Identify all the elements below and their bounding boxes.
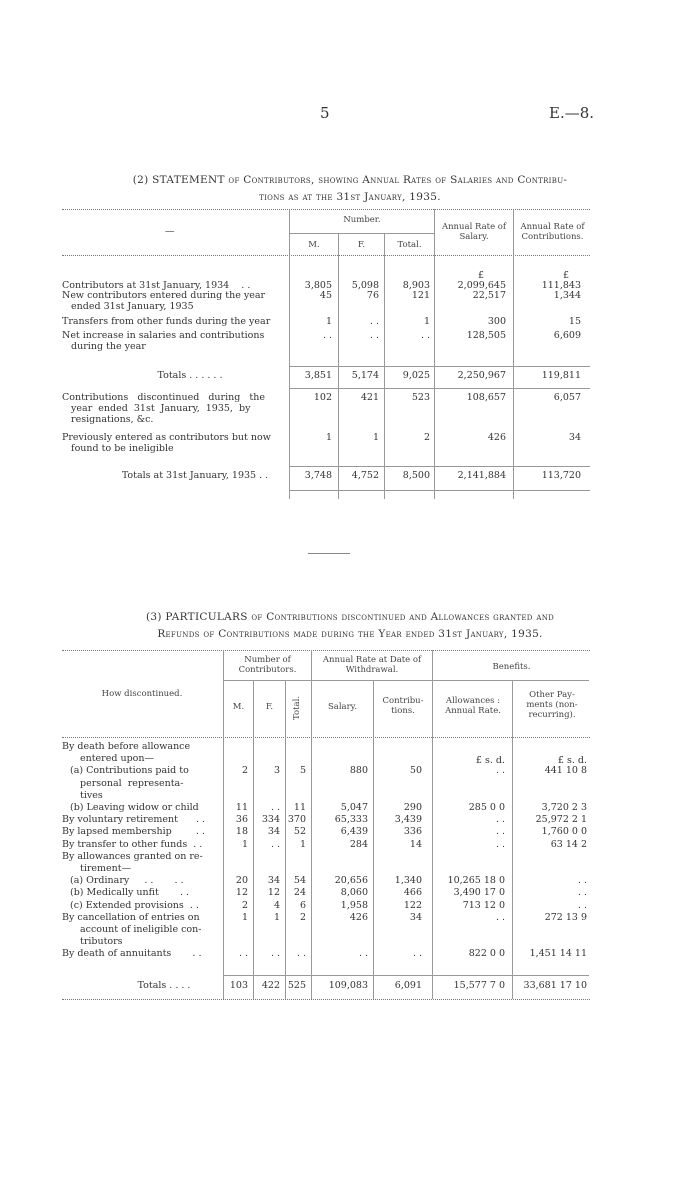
particulars-row-label: By cancellation of entries on: [62, 911, 200, 923]
statement-row-label: ended 31st January, 1935: [62, 301, 194, 312]
particulars-cell-f: 34: [267, 826, 280, 838]
statement-cell-s: 2,099,645: [457, 280, 506, 291]
statement-final-totals-label: Totals at 31st January, 1935 . .: [121, 470, 269, 481]
particulars-cell-t: 370: [287, 814, 306, 826]
particulars-cell-m: 1: [241, 911, 248, 923]
particulars-cell-s: 8,060: [340, 887, 368, 899]
particulars-cell-f: 1: [273, 911, 280, 923]
particulars-row-label: (c) Extended provisions . .: [70, 899, 199, 911]
statement-cell-m: . .: [322, 330, 332, 341]
particulars-totals-s: 109,083: [328, 980, 368, 991]
statement-totals-c: 119,811: [541, 370, 581, 381]
statement-final-totals-s: 2,141,884: [457, 470, 506, 481]
particulars-cell-c: 466: [403, 887, 422, 899]
particulars-cell-t: 54: [293, 875, 306, 887]
header-m: M.: [232, 702, 245, 712]
particulars-row-label: personal representa-: [80, 777, 184, 789]
statement-row-label: year ended 31st January, 1935, by: [62, 403, 251, 414]
statement-cell-t: 523: [411, 392, 430, 403]
statement-row-label: Previously entered as contributors but now: [62, 432, 271, 443]
particulars-row-label: (a) Ordinary . . . .: [70, 875, 184, 887]
statement-row-label: resignations, &c.: [62, 414, 154, 425]
statement-cell-s: 426: [487, 432, 506, 443]
header-other-payments: Other Pay- ments (non- recurring).: [526, 690, 578, 720]
statement-cell-s: 300: [487, 316, 506, 327]
particulars-cell-a: 3,490 17 0: [453, 887, 505, 899]
particulars-cell-c: 1,340: [394, 875, 422, 887]
particulars-cell-s: 6,439: [340, 826, 368, 838]
statement-cell-t: . .: [420, 330, 430, 341]
particulars-totals-o: 33,681 17 10: [523, 980, 587, 991]
particulars-cell-c: 34: [409, 911, 422, 923]
particulars-row-label: By transfer to other funds . .: [62, 838, 203, 850]
statement-cell-t: 1: [423, 316, 430, 327]
particulars-totals-c: 6,091: [394, 980, 422, 991]
particulars-row-label: account of ineligible con-: [80, 924, 202, 935]
particulars-cell-o: 25,972 2 1: [535, 814, 587, 826]
particulars-row-label: (b) Medically unfit . .: [70, 887, 190, 899]
particulars-cell-m: 2: [241, 765, 248, 777]
particulars-cell-c: 50: [409, 765, 422, 777]
particulars-cell-a: . .: [495, 826, 505, 838]
statement-cell-c: 111,843: [541, 280, 581, 291]
statement-final-totals-c: 113,720: [541, 470, 581, 481]
statement-cell-c: 6,057: [553, 392, 581, 403]
statement-cell-t: 2: [423, 432, 430, 443]
total-rule: [290, 388, 590, 389]
total-rule: [290, 466, 590, 467]
particulars-cell-t: 52: [293, 826, 306, 838]
statement-title-line2: tions as at the 31st January, 1935.: [259, 191, 441, 203]
particulars-cell-o: . .: [577, 899, 587, 911]
particulars-cell-a: . .: [495, 765, 505, 777]
statement-cell-s: 22,517: [472, 290, 506, 301]
statement-cell-m: 1: [325, 432, 332, 443]
particulars-cell-c: 122: [403, 899, 422, 911]
separator-rule: [308, 553, 350, 554]
particulars-cell-o: 3,720 2 3: [541, 802, 587, 813]
statement-cell-c: 1,344: [553, 290, 581, 301]
particulars-cell-s: 5,047: [340, 802, 368, 813]
particulars-cell-f: 3: [273, 765, 280, 777]
particulars-row-label: By allowances granted on re-: [62, 850, 203, 862]
particulars-row-label: By voluntary retirement . .: [62, 814, 206, 826]
particulars-cell-s: . .: [358, 948, 368, 960]
lsd-allowances: £ s. d.: [475, 755, 505, 766]
statement-title-prefix: (2) STATEMENT: [132, 174, 225, 186]
stub-dash: —: [165, 226, 175, 237]
particulars-cell-c: 336: [403, 826, 422, 838]
statement-cell-m: 3,805: [304, 280, 332, 291]
particulars-cell-m: 18: [235, 826, 248, 838]
statement-cell-t: 121: [411, 290, 430, 301]
particulars-cell-m: 36: [235, 814, 248, 826]
header-allowances: Allowances : Annual Rate.: [445, 696, 501, 716]
particulars-row-label: entered upon—: [80, 753, 154, 765]
particulars-cell-f: 12: [267, 887, 280, 899]
statement-cell-f: 5,098: [351, 280, 379, 291]
lsd-other: £ s. d.: [557, 755, 587, 766]
statement-cell-f: . .: [369, 316, 379, 327]
particulars-cell-a: 285 0 0: [468, 802, 505, 813]
particulars-cell-s: 426: [349, 911, 368, 923]
particulars-cell-s: 1,958: [340, 899, 368, 911]
statement-title-line1: of Contributors, showing Annual Rates of Salaries and Contribu-: [228, 174, 568, 186]
particulars-cell-f: . .: [270, 948, 280, 960]
statement-cell-m: 1: [325, 316, 332, 327]
header-f: F.: [265, 702, 274, 712]
particulars-cell-s: 880: [349, 765, 368, 777]
particulars-cell-f: . .: [270, 838, 280, 850]
particulars-cell-m: 12: [235, 887, 248, 899]
header-number: Number.: [343, 215, 381, 225]
particulars-row-label: tirement—: [80, 863, 132, 874]
particulars-title-prefix: (3) PARTICULARS: [145, 611, 248, 623]
particulars-cell-m: 2: [241, 899, 248, 911]
statement-totals-s: 2,250,967: [457, 370, 506, 381]
statement-cell-m: 45: [319, 290, 332, 301]
particulars-cell-m: 1: [241, 838, 248, 850]
statement-cell-c: 34: [568, 432, 581, 443]
particulars-cell-t: 5: [299, 765, 306, 777]
particulars-cell-f: 34: [267, 875, 280, 887]
particulars-cell-t: 1: [299, 838, 306, 850]
particulars-cell-a: . .: [495, 814, 505, 826]
particulars-cell-f: 4: [273, 899, 280, 911]
statement-row-label: found to be ineligible: [62, 443, 174, 454]
statement-row-label: Contributions discontinued during the: [62, 392, 265, 403]
header-f: F.: [357, 240, 366, 250]
particulars-row-label: tributors: [80, 936, 123, 948]
particulars-cell-m: 11: [235, 802, 248, 813]
particulars-cell-c: . .: [412, 948, 422, 960]
statement-row-label: Transfers from other funds during the year: [62, 316, 271, 327]
total-rule: [290, 366, 590, 367]
particulars-totals-m: 103: [229, 980, 248, 991]
total-rule: [290, 490, 590, 491]
particulars-row-label: By lapsed membership . .: [62, 826, 205, 838]
particulars-totals-f: 422: [261, 980, 280, 991]
header-total: Total.: [397, 240, 422, 250]
particulars-title: [60, 609, 640, 643]
statement-row-label: Contributors at 31st January, 1934 . .: [62, 280, 251, 291]
particulars-title-line1: of Contributions discontinued and Allowances granted and: [251, 611, 555, 623]
particulars-cell-o: . .: [577, 887, 587, 899]
particulars-cell-o: 1,760 0 0: [541, 826, 587, 838]
statement-cell-f: 421: [360, 392, 379, 403]
particulars-cell-t: . .: [296, 948, 306, 960]
particulars-row-label: By death before allowance: [62, 741, 191, 752]
currency-salary: £: [477, 270, 484, 281]
statement-cell-f: 1: [372, 432, 379, 443]
statement-cell-s: 128,505: [466, 330, 506, 341]
particulars-totals-label: Totals . . . .: [137, 980, 191, 991]
particulars-row-label: By death of annuitants . .: [62, 948, 202, 960]
particulars-cell-a: 822 0 0: [468, 948, 505, 960]
statement-cell-f: 76: [366, 290, 379, 301]
particulars-totals-t: 525: [287, 980, 306, 991]
statement-row-label: during the year: [62, 341, 146, 352]
statement-row-label: New contributors entered during the year: [62, 290, 266, 301]
header-benefits: Benefits.: [492, 662, 531, 672]
particulars-cell-t: 2: [299, 911, 306, 923]
particulars-cell-t: 11: [293, 802, 306, 813]
statement-title: [60, 172, 640, 206]
particulars-cell-o: 1,451 14 11: [529, 948, 587, 960]
statement-cell-m: 102: [313, 392, 332, 403]
particulars-cell-o: 272 13 9: [544, 911, 587, 923]
particulars-row-label: (a) Contributions paid to: [70, 765, 189, 777]
header-total: Total.: [292, 695, 302, 720]
header-number-contributors: Number of Contributors.: [238, 655, 297, 675]
currency-contrib: £: [562, 270, 569, 281]
particulars-cell-o: . .: [577, 875, 587, 887]
statement-cell-t: 8,903: [402, 280, 430, 291]
particulars-cell-s: 284: [349, 838, 368, 850]
particulars-cell-a: 10,265 18 0: [447, 875, 505, 887]
particulars-cell-o: 441 10 8: [544, 765, 587, 777]
particulars-cell-s: 65,333: [334, 814, 368, 826]
particulars-title-line2: Refunds of Contributions made during the Year ended 31st January, 1935.: [157, 628, 543, 640]
particulars-row-label: (b) Leaving widow or child: [70, 802, 199, 813]
statement-totals-label: Totals . . . . . .: [157, 370, 223, 381]
particulars-cell-c: 14: [409, 838, 422, 850]
statement-cell-f: . .: [369, 330, 379, 341]
header-annual-rate: Annual Rate at Date of Withdrawal.: [322, 655, 422, 675]
particulars-row-label: tives: [80, 789, 103, 801]
particulars-cell-f: 334: [261, 814, 280, 826]
statement-cell-c: 6,609: [553, 330, 581, 341]
statement-totals-t: 9,025: [402, 370, 430, 381]
page-number: 5: [320, 104, 330, 122]
particulars-cell-a: 713 12 0: [462, 899, 505, 911]
header-salary: Annual Rate of Salary.: [441, 222, 507, 242]
statement-final-totals-m: 3,748: [304, 470, 332, 481]
particulars-cell-o: 63 14 2: [550, 838, 587, 850]
particulars-cell-a: . .: [495, 911, 505, 923]
statement-totals-m: 3,851: [304, 370, 332, 381]
page-reference: E.—8.: [549, 104, 595, 122]
statement-totals-f: 5,174: [351, 370, 379, 381]
particulars-cell-t: 6: [299, 899, 306, 911]
particulars-cell-m: . .: [238, 948, 248, 960]
header-salary: Salary.: [327, 702, 358, 712]
statement-final-totals-f: 4,752: [351, 470, 379, 481]
statement-cell-c: 15: [568, 316, 581, 327]
statement-final-totals-t: 8,500: [402, 470, 430, 481]
statement-row-label: Net increase in salaries and contributions: [62, 330, 265, 341]
particulars-cell-c: 290: [403, 802, 422, 813]
particulars-cell-a: . .: [495, 838, 505, 850]
particulars-cell-s: 20,656: [334, 875, 368, 887]
particulars-cell-m: 20: [235, 875, 248, 887]
particulars-cell-t: 24: [293, 887, 306, 899]
header-contributions: Annual Rate of Contributions.: [520, 222, 585, 242]
particulars-cell-f: . .: [270, 802, 280, 813]
header-contributions: Contribu- tions.: [382, 696, 424, 716]
particulars-totals-a: 15,577 7 0: [453, 980, 505, 991]
header-m: M.: [308, 240, 320, 250]
statement-cell-s: 108,657: [466, 392, 506, 403]
particulars-cell-c: 3,439: [394, 814, 422, 826]
header-how: How discontinued.: [101, 689, 183, 699]
